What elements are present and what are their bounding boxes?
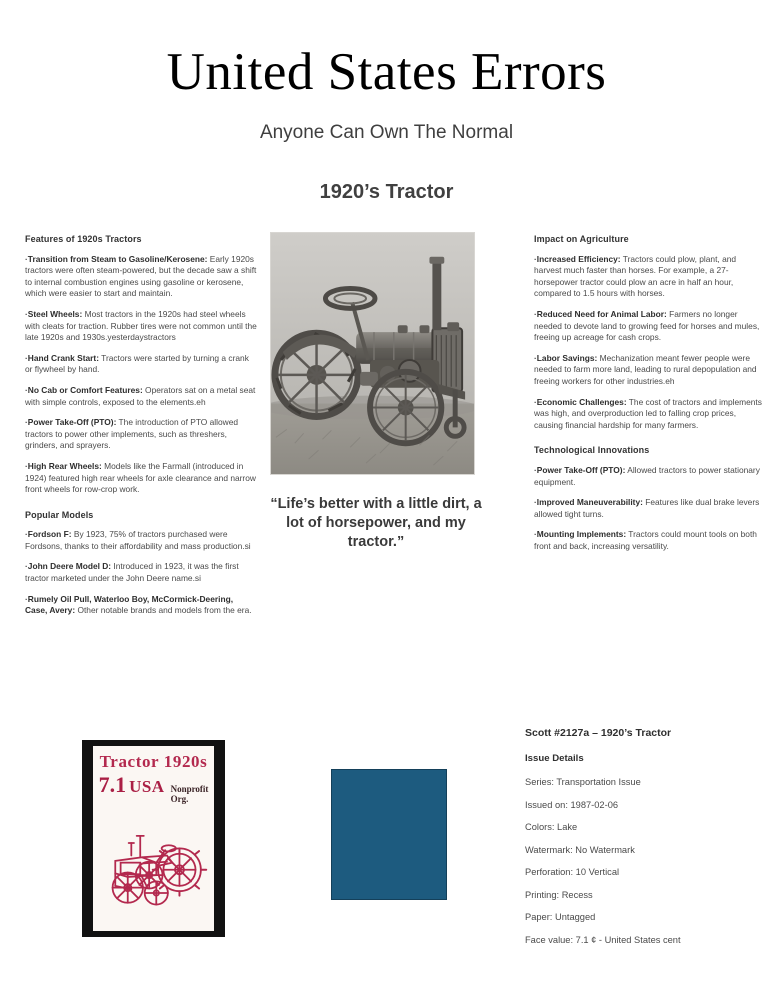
feature-text: Most tractors in the 1920s had steel wheels with cleats for traction. Rubber tires were not common until the late 1920s and 1930s.yesterdaystractors bbox=[25, 308, 257, 343]
model-text: Other notable brands and models from the era. bbox=[75, 605, 252, 616]
feature-item: ·Hand Crank Start: Tractors were started by turning a crank or flywheel by hand. bbox=[25, 352, 249, 375]
stamp-country: USA bbox=[129, 777, 165, 796]
detail-row-series: Series: Transportation Issue bbox=[525, 777, 641, 787]
feature-item: ·Power Take-Off (PTO): The introduction of PTO allowed tractors to power other implements, such as threshers, grinders, and sprayers. bbox=[25, 417, 239, 451]
model-term: Rumely Oil Pull, Waterloo Boy, McCormick-Deering, Case, Avery: bbox=[25, 593, 234, 616]
impact-text: Mechanization meant fewer people were needed to farm more land, leading to rural depopulation and freeing workers for other industries.eh bbox=[534, 352, 757, 386]
tractor-photo-illustration bbox=[271, 233, 474, 474]
feature-term: No Cab or Comfort Features: bbox=[27, 384, 143, 395]
left-text-column bbox=[25, 234, 257, 626]
impact-term: Increased Efficiency: bbox=[536, 253, 621, 264]
model-text: By 1923, 75% of tractors purchased were Fordsons, thanks to their affordability and mass production.si bbox=[25, 529, 251, 551]
stamp-tractor-icon bbox=[101, 809, 208, 927]
photo-quote: “Life’s better with a little dirt, a lot of horsepower, and my tractor.” bbox=[270, 496, 482, 550]
scott-catalogue-heading: Scott #2127a – 1920’s Tractor bbox=[525, 727, 672, 739]
feature-term: Hand Crank Start: bbox=[27, 352, 99, 363]
feature-term: Steel Wheels: bbox=[27, 308, 83, 319]
feature-term: Power Take-Off (PTO): bbox=[27, 417, 117, 428]
detail-row-printing: Printing: Recess bbox=[525, 889, 593, 900]
heading-technological-innovations: Technological Innovations bbox=[534, 445, 650, 456]
model-term: Fordson F: bbox=[27, 529, 72, 540]
right-text-column bbox=[534, 234, 762, 561]
impact-item: ·Reduced Need for Animal Labor: Farmers no longer needed to devote land to growing feed for horses and mules, freeing up acreage for cash crops. bbox=[534, 308, 760, 343]
model-item: ·Rumely Oil Pull, Waterloo Boy, McCormick-Deering, Case, Avery: Other notable brands and models from the era. bbox=[25, 593, 252, 616]
stamp-face bbox=[93, 746, 214, 931]
tech-item: ·Mounting Implements: Tractors could mount tools on both front and back, increasing versatility. bbox=[534, 529, 757, 551]
impact-item: ·Economic Challenges: The cost of tractors and implements was high, and overproduction led to falling crop prices, causing financial hardship for many farmers. bbox=[534, 396, 762, 430]
feature-item: ·Transition from Steam to Gasoline/Kerosene: Early 1920s tractors were often steam-powered, but the decade saw a shift to internal combustion engines using gasoline or kerosene, which were easier to start and maintain. bbox=[25, 253, 257, 299]
postage-stamp bbox=[82, 740, 225, 937]
tech-item: ·Improved Maneuverability: Features like dual brake levers allowed tight turns. bbox=[534, 497, 760, 519]
tech-text: Features like dual brake levers allowed tight turns. bbox=[534, 497, 760, 519]
stamp-tractor-engraving bbox=[101, 809, 208, 927]
impact-item: ·Increased Efficiency: Tractors could plow, plant, and harvest much faster than horses. For example, a 27-horsepower tractor could plow an acre in half an hour, compared to 1.5 hours with horses. bbox=[534, 253, 737, 299]
feature-term: Transition from Steam to Gasoline/Kerosene: bbox=[27, 253, 208, 264]
feature-text: Models like the Farmall (introduced in 1924) featured high rear wheels for axle clearance and narrow front wheels for row-crop work. bbox=[25, 460, 256, 495]
impact-text: Farmers no longer needed to devote land to growing feed for horses and mules, freeing up acreage for cash crops. bbox=[534, 308, 760, 343]
tech-text: Tractors could mount tools on both front and back, increasing versatility. bbox=[534, 529, 757, 551]
impact-list bbox=[534, 254, 762, 432]
feature-text: The introduction of PTO allowed tractors to power other implements, such as threshers, grinders, and sprayers. bbox=[25, 417, 239, 451]
stamp-title: Tractor 1920s bbox=[99, 752, 208, 771]
detail-row-watermark: Watermark: No Watermark bbox=[525, 844, 635, 855]
stamp-nonprofit-line2: Org. bbox=[170, 794, 189, 804]
tech-term: Mounting Implements: bbox=[536, 529, 627, 540]
feature-text: Operators sat on a metal seat with simple controls, exposed to the elements.eh bbox=[25, 384, 256, 407]
heading-features: Features of 1920s Tractors bbox=[25, 234, 142, 244]
color-swatch-lake bbox=[331, 769, 447, 900]
page-title: United States Errors bbox=[166, 43, 607, 101]
stamp-denomination: 7.1 bbox=[98, 772, 127, 797]
detail-row-face-value: Face value: 7.1 ¢ - United States cent bbox=[525, 934, 681, 945]
section-title: 1920’s Tractor bbox=[319, 181, 454, 203]
stamp-details-panel bbox=[525, 727, 770, 945]
model-text: Introduced in 1923, it was the first tractor marketed under the John Deere name.si bbox=[25, 561, 239, 584]
tractor-photograph bbox=[270, 232, 475, 475]
feature-text: Early 1920s tractors were often steam-powered, but the decade saw a shift to internal combustion engines using gasoline or kerosene, which were easier to start and maintain. bbox=[25, 253, 257, 299]
tech-item: ·Power Take-Off (PTO): Allowed tractors to power stationary equipment. bbox=[534, 464, 760, 487]
tech-term: Power Take-Off (PTO): bbox=[536, 464, 626, 475]
tech-text: Allowed tractors to power stationary equipment. bbox=[534, 464, 760, 487]
impact-term: Economic Challenges: bbox=[536, 396, 627, 407]
impact-term: Labor Savings: bbox=[536, 352, 598, 363]
heading-popular-models: Popular Models bbox=[25, 509, 94, 520]
feature-item: ·Steel Wheels: Most tractors in the 1920s had steel wheels with cleats for traction. Rubber tires were not common until the late 1920s and 1930s.yesterdaystractors bbox=[25, 308, 257, 343]
impact-item: ·Labor Savings: Mechanization meant fewer people were needed to farm more land, leading to rural depopulation and freeing workers for other industries.eh bbox=[534, 352, 757, 386]
model-item: ·John Deere Model D: Introduced in 1923, it was the first tractor marketed under the John Deere name.si bbox=[25, 561, 239, 584]
detail-row-perforation: Perforation: 10 Vertical bbox=[525, 867, 620, 877]
tech-term: Improved Maneuverability: bbox=[536, 497, 643, 508]
impact-term: Reduced Need for Animal Labor: bbox=[536, 308, 667, 319]
feature-item: ·No Cab or Comfort Features: Operators sat on a metal seat with simple controls, exposed to the elements.eh bbox=[25, 384, 256, 407]
stamp-nonprofit-label bbox=[171, 784, 209, 804]
detail-row-colors: Colors: Lake bbox=[525, 822, 578, 832]
stamp-denomination-row bbox=[93, 772, 214, 804]
issue-details-subheading: Issue Details bbox=[525, 753, 584, 764]
stamp-nonprofit-line1: Nonprofit bbox=[170, 784, 209, 794]
models-list bbox=[25, 529, 257, 617]
feature-item: ·High Rear Wheels: Models like the Farmall (introduced in 1924) featured high rear wheels for axle clearance and narrow front wheels for row-crop work. bbox=[25, 460, 256, 495]
feature-term: High Rear Wheels: bbox=[27, 460, 102, 471]
detail-row-issued-on: Issued on: 1987-02-06 bbox=[525, 799, 619, 810]
tech-list bbox=[534, 465, 762, 553]
impact-text: Tractors could plow, plant, and harvest much faster than horses. For example, a 27-horsepower tractor could plow an acre in half an hour, compared to 1.5 hours with horses. bbox=[534, 253, 737, 299]
page-subtitle: Anyone Can Own The Normal bbox=[259, 122, 514, 143]
impact-text: The cost of tractors and implements was high, and overproduction led to falling crop prices, causing financial hardship for many farmers. bbox=[534, 396, 762, 430]
detail-row-paper: Paper: Untagged bbox=[525, 912, 596, 922]
stamp-header bbox=[93, 752, 214, 804]
heading-impact: Impact on Agriculture bbox=[534, 234, 629, 244]
model-term: John Deere Model D: bbox=[27, 561, 112, 572]
features-list bbox=[25, 254, 257, 496]
feature-text: Tractors were started by turning a crank or flywheel by hand. bbox=[25, 352, 249, 375]
model-item: ·Fordson F: By 1923, 75% of tractors purchased were Fordsons, thanks to their affordability and mass production.si bbox=[25, 529, 251, 551]
